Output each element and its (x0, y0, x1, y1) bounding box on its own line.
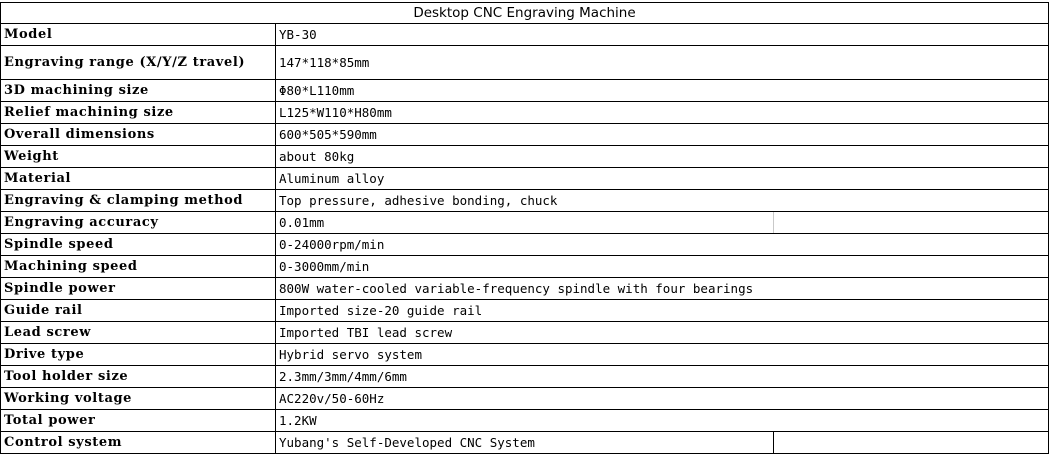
table-title-row (1, 3, 1049, 24)
spec-label: Engraving & clamping method (1, 190, 276, 212)
spec-label: Spindle power (1, 278, 276, 300)
spec-blank-cell (774, 432, 1049, 454)
table-row (1, 124, 1049, 146)
spec-value: Yubang's Self-Developed CNC System (276, 432, 774, 454)
table-row (1, 46, 1049, 80)
spec-label: Model (1, 24, 276, 46)
spec-label: Weight (1, 146, 276, 168)
spec-blank-cell (774, 410, 1049, 432)
spec-table (0, 2, 1049, 454)
table-row (1, 278, 1049, 300)
spec-blank-cell (774, 322, 1049, 344)
spec-value: 800W water-cooled variable-frequency spindle with four bearings (276, 278, 774, 300)
spec-blank-cell (774, 102, 1049, 124)
spec-value: 0-3000mm/min (276, 256, 774, 278)
spec-blank-cell (774, 256, 1049, 278)
spec-label: Engraving accuracy (1, 212, 276, 234)
spec-label: 3D machining size (1, 80, 276, 102)
spec-label: Lead screw (1, 322, 276, 344)
spec-value: 147*118*85mm (276, 46, 774, 80)
spec-blank-cell (774, 124, 1049, 146)
spec-value: AC220v/50-60Hz (276, 388, 774, 410)
table-row (1, 344, 1049, 366)
spec-label: Overall dimensions (1, 124, 276, 146)
spec-value: Aluminum alloy (276, 168, 774, 190)
spec-blank-cell (774, 24, 1049, 46)
spec-value: 600*505*590mm (276, 124, 774, 146)
spec-blank-cell (774, 366, 1049, 388)
spec-blank-cell (774, 80, 1049, 102)
table-row (1, 24, 1049, 46)
table-row (1, 102, 1049, 124)
table-row (1, 388, 1049, 410)
spec-value: about 80kg (276, 146, 774, 168)
spec-blank-cell (774, 168, 1049, 190)
spec-value: 0-24000rpm/min (276, 234, 774, 256)
spec-label: Control system (1, 432, 276, 454)
table-row (1, 410, 1049, 432)
table-row (1, 168, 1049, 190)
table-row (1, 146, 1049, 168)
spec-blank-cell (774, 388, 1049, 410)
table-row (1, 256, 1049, 278)
table-row (1, 190, 1049, 212)
spec-label: Total power (1, 410, 276, 432)
spec-blank-cell (774, 344, 1049, 366)
spec-label: Spindle speed (1, 234, 276, 256)
spec-value: 1.2KW (276, 410, 774, 432)
table-row (1, 80, 1049, 102)
table-title: Desktop CNC Engraving Machine (1, 3, 1049, 24)
spec-value: Φ80*L110mm (276, 80, 774, 102)
spec-value: Imported size-20 guide rail (276, 300, 774, 322)
spec-value: 2.3mm/3mm/4mm/6mm (276, 366, 774, 388)
spec-blank-cell (774, 46, 1049, 80)
spec-label: Drive type (1, 344, 276, 366)
spec-blank-cell (774, 190, 1049, 212)
spec-value: 0.01mm (276, 212, 774, 234)
spec-blank-cell (774, 300, 1049, 322)
table-row (1, 212, 1049, 234)
spec-label: Engraving range (X/Y/Z travel) (1, 46, 276, 80)
spec-value: L125*W110*H80mm (276, 102, 774, 124)
spec-blank-cell (774, 278, 1049, 300)
table-row (1, 322, 1049, 344)
spec-value: Imported TBI lead screw (276, 322, 774, 344)
table-row (1, 432, 1049, 454)
spec-label: Guide rail (1, 300, 276, 322)
table-row (1, 366, 1049, 388)
table-row (1, 234, 1049, 256)
spec-label: Relief machining size (1, 102, 276, 124)
spec-value: Top pressure, adhesive bonding, chuck (276, 190, 774, 212)
spec-blank-cell (774, 146, 1049, 168)
spec-label: Tool holder size (1, 366, 276, 388)
spec-label: Working voltage (1, 388, 276, 410)
spec-value: Hybrid servo system (276, 344, 774, 366)
spec-label: Machining speed (1, 256, 276, 278)
spec-blank-cell (774, 212, 1049, 234)
spec-value: YB-30 (276, 24, 774, 46)
spec-blank-cell (774, 234, 1049, 256)
spec-label: Material (1, 168, 276, 190)
table-row (1, 300, 1049, 322)
